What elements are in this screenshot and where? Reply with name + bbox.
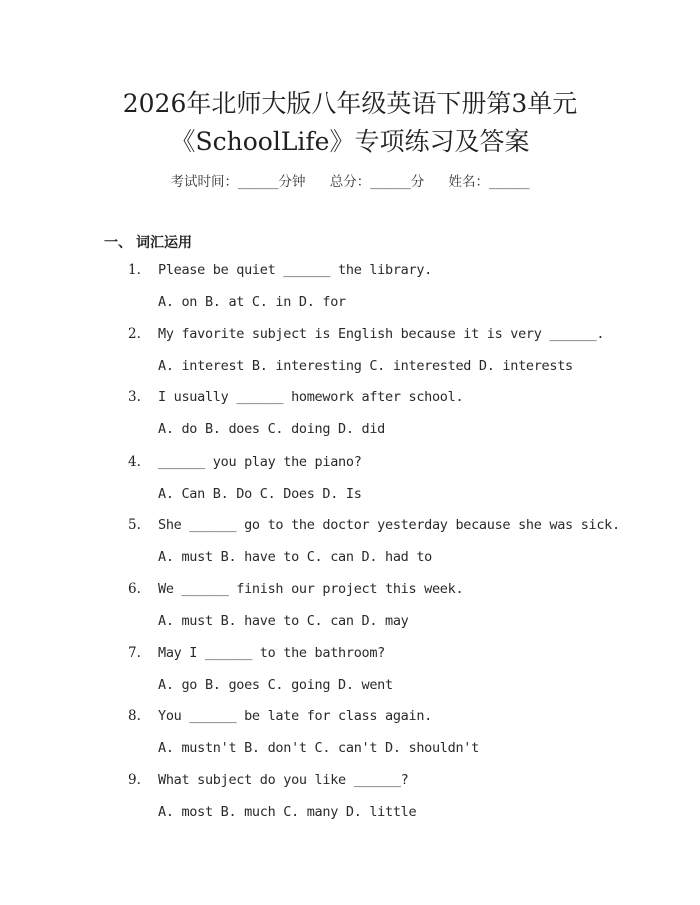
- question-number: 8.: [128, 708, 141, 724]
- question-options: A. must B. have to C. can D. had to: [158, 549, 432, 565]
- question-text: She ______ go to the doctor yesterday because she was sick.: [158, 517, 620, 533]
- question-text: May I ______ to the bathroom?: [158, 645, 386, 661]
- question-options: A. do B. does C. doing D. did: [158, 421, 386, 437]
- question-text: ______ you play the piano?: [158, 454, 362, 470]
- section-title: 词汇运用: [136, 235, 192, 251]
- question-text: What subject do you like ______?: [158, 772, 409, 788]
- question-text: Please be quiet ______ the library.: [158, 262, 432, 278]
- question-options: A. on B. at C. in D. for: [158, 294, 346, 310]
- question-number: 4.: [128, 454, 141, 470]
- question-options: A. mustn't B. don't C. can't D. shouldn't: [158, 740, 479, 756]
- question-text: I usually ______ homework after school.: [158, 389, 464, 405]
- document-title-line-2: 《SchoolLife》专项练习及答案: [170, 127, 530, 156]
- exam-time-field: 考试时间：______分钟: [170, 174, 306, 190]
- question-options: A. must B. have to C. can D. may: [158, 613, 409, 629]
- question-number: 7.: [128, 645, 141, 661]
- student-name-field: 姓名：______: [448, 174, 530, 190]
- question-options: A. interest B. interesting C. interested D. interests: [158, 358, 573, 374]
- section-heading: [104, 232, 192, 252]
- question-number: 6.: [128, 581, 141, 597]
- question-options: A. Can B. Do C. Does D. Is: [158, 486, 362, 502]
- question-text: You ______ be late for class again.: [158, 708, 432, 724]
- question-options: A. most B. much C. many D. little: [158, 804, 417, 820]
- question-text: We ______ finish our project this week.: [158, 581, 464, 597]
- question-number: 1.: [128, 262, 141, 278]
- exam-meta-line: [0, 170, 700, 190]
- question-number: 5.: [128, 517, 141, 533]
- question-options: A. go B. goes C. going D. went: [158, 677, 393, 693]
- question-number: 3.: [128, 389, 141, 405]
- question-number: 9.: [128, 772, 141, 788]
- document-title-line-1: 2026年北师大版八年级英语下册第3单元: [122, 89, 578, 118]
- section-number: 一、: [104, 235, 132, 251]
- question-number: 2.: [128, 326, 141, 342]
- total-score-field: 总分：______分: [329, 174, 425, 190]
- question-text: My favorite subject is English because it is very ______.: [158, 326, 605, 342]
